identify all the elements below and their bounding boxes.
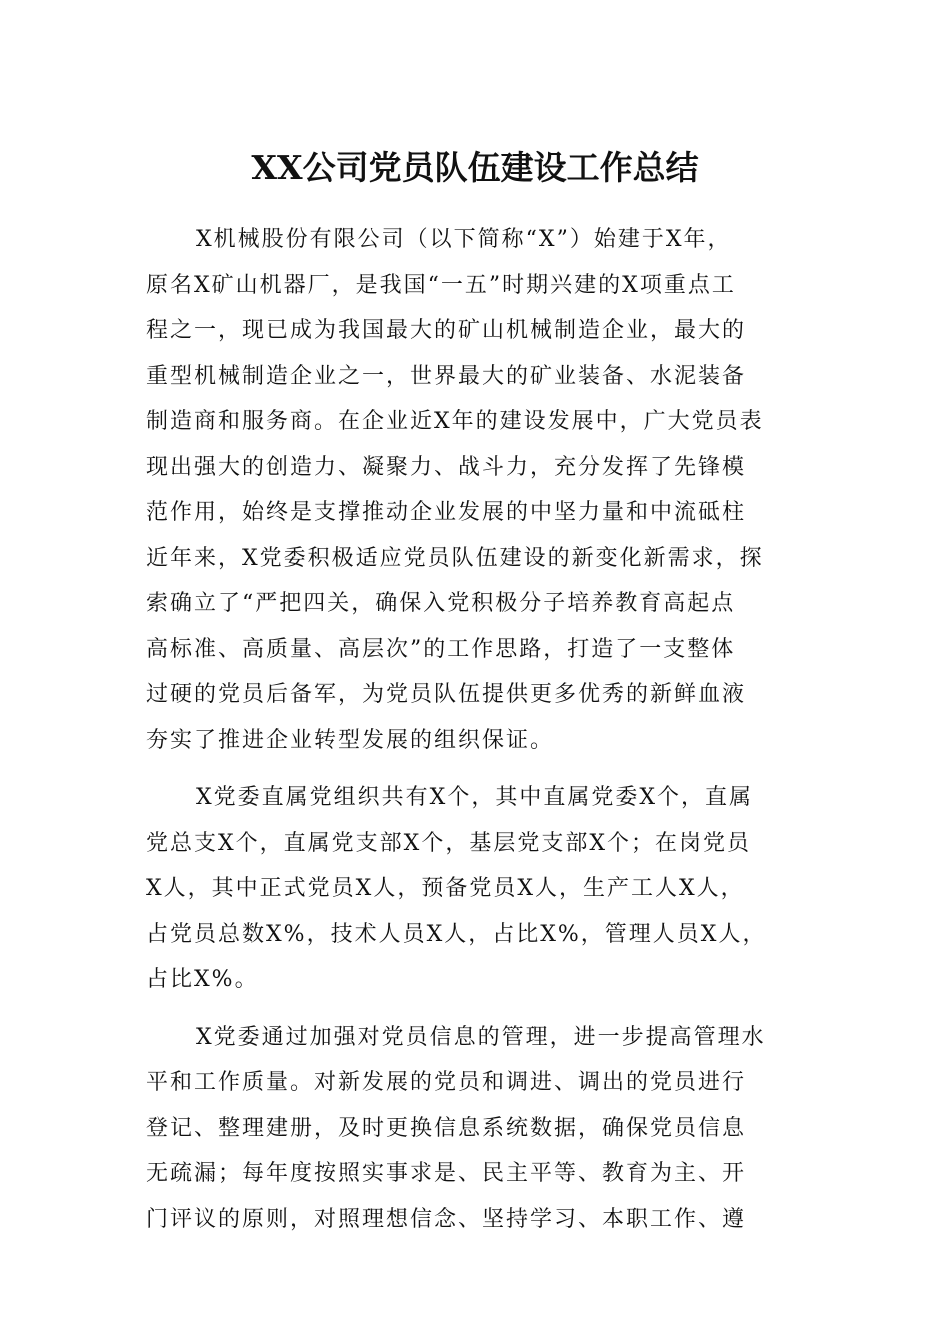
text-line: 现出强大的创造力、凝聚力、战斗力，充分发挥了先锋模	[146, 454, 747, 480]
text-line: 过硬的党员后备军，为党员队伍提供更多优秀的新鲜血液	[146, 682, 747, 707]
paragraph-intro	[146, 217, 816, 763]
text-line: 无疏漏；每年度按照实事求是、民主平等、教育为主、开	[146, 1161, 747, 1186]
text-line: 原名X矿山机器厂，是我国“一五”时期兴建的X项重点工	[146, 272, 736, 298]
text-line: 重型机械制造企业之一，世界最大的矿业装备、水泥装备	[146, 363, 747, 389]
paragraph-spacer	[146, 763, 816, 775]
document-title: XX公司党员队伍建设工作总结	[251, 148, 699, 187]
text-line: 登记、整理建册，及时更换信息系统数据，确保党员信息	[146, 1115, 747, 1141]
text-line: 高标准、高质量、高层次”的工作思路，打造了一支整体	[146, 636, 736, 662]
text-line: 平和工作质量。对新发展的党员和调进、调出的党员进行	[146, 1070, 747, 1095]
document-body	[146, 217, 816, 1242]
text-line: 占比X%。	[146, 967, 259, 992]
text-line: 近年来，X党委积极适应党员队伍建设的新变化新需求，探	[146, 545, 764, 571]
paragraph-management	[146, 1015, 816, 1243]
text-line: 索确立了“严把四关，确保入党积极分子培养教育高起点	[146, 591, 736, 616]
text-line: 党总支X个，直属党支部X个，基层党支部X个；在岗党员	[146, 830, 751, 856]
text-line: 程之一，现已成为我国最大的矿山机械制造企业，最大的	[146, 318, 747, 343]
paragraph-spacer	[146, 1003, 816, 1015]
text-line: 制造商和服务商。在企业近X年的建设发展中，广大党员表	[146, 409, 764, 434]
text-line: 范作用，始终是支撑推动企业发展的中坚力量和中流砥柱	[146, 500, 747, 525]
paragraph-statistics	[146, 775, 816, 1003]
text-line: X机械股份有限公司（以下简称“X”）始建于X年，	[196, 227, 732, 252]
text-line: 门评议的原则，对照理想信念、坚持学习、本职工作、遵	[146, 1206, 747, 1232]
text-line: X党委直属党组织共有X个，其中直属党委X个，直属	[196, 785, 753, 810]
text-line: 夯实了推进企业转型发展的组织保证。	[146, 727, 555, 753]
text-line: 占党员总数X%，技术人员X人，占比X%，管理人员X人，	[146, 921, 767, 947]
text-line: X人，其中正式党员X人，预备党员X人，生产工人X人，	[146, 876, 745, 901]
text-line: X党委通过加强对党员信息的管理，进一步提高管理水	[196, 1024, 766, 1050]
